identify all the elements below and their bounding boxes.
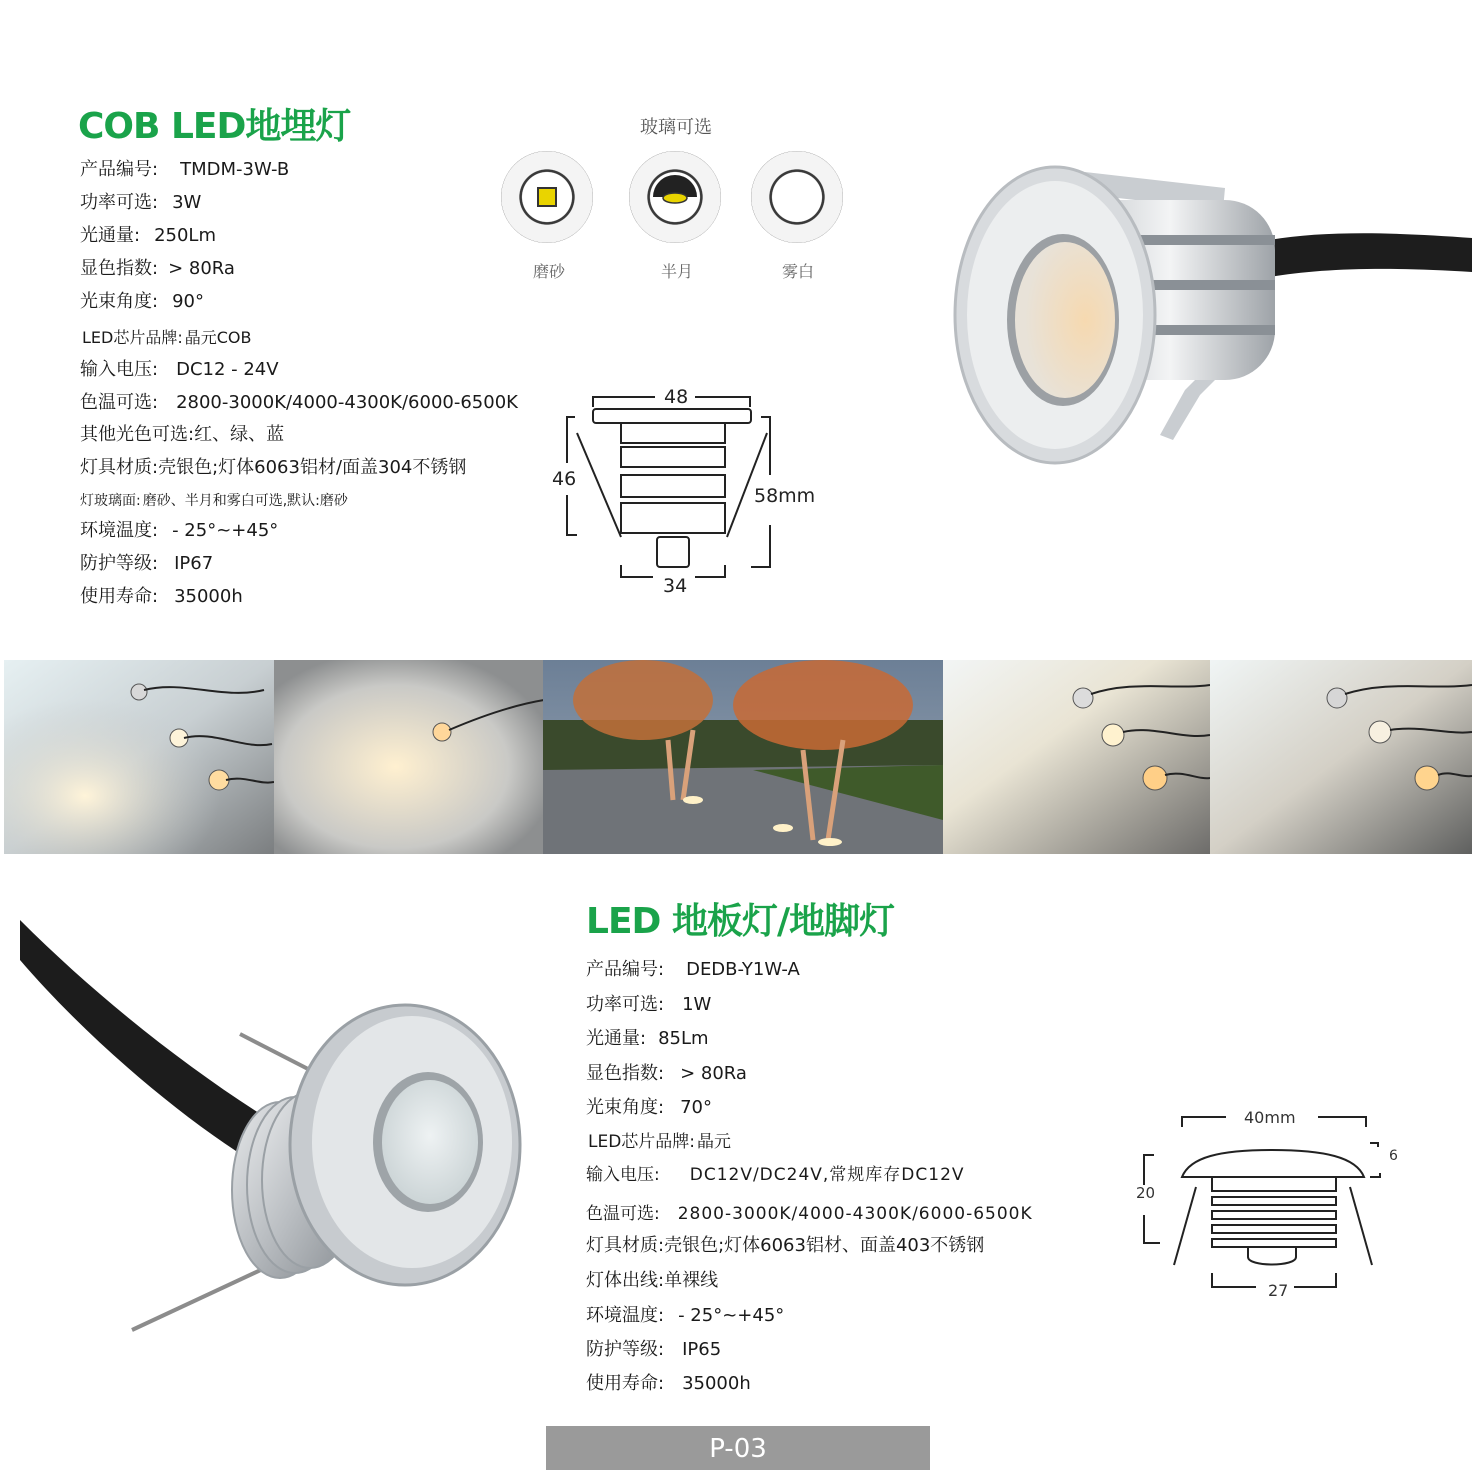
banner-photo-2 [274, 660, 544, 854]
p2-spec-row: 灯体出线:单裸线 [586, 1270, 719, 1291]
banner-photo-4 [943, 660, 1210, 854]
dim-width-bottom-2: 27 [1268, 1281, 1289, 1300]
dim-height-left: 46 [552, 468, 577, 490]
p2-spec-row: 色温可选: 2800-3000K/4000-4300K/6000-6500K [586, 1204, 1033, 1224]
dim-width-bottom: 34 [663, 575, 688, 597]
glass-label-frosted: 磨砂 [533, 262, 566, 281]
p1-spec-row: 环境温度: - 25°~+45° [80, 520, 279, 541]
p2-spec-row: 输入电压: DC12V/DC24V,常规库存DC12V [586, 1165, 965, 1185]
p1-spec-row: 显色指数: > 80Ra [80, 258, 235, 279]
p1-spec-row: LED芯片品牌: 晶元COB [82, 328, 252, 347]
p2-spec-row: LED芯片品牌: 晶元 [588, 1132, 732, 1152]
p1-spec-row: 光束角度: 90° [80, 291, 204, 312]
p2-spec-row: 产品编号: DEDB-Y1W-A [586, 959, 800, 980]
glass-options-title: 玻璃可选 [640, 117, 712, 138]
dim-cap-height: 6 [1389, 1148, 1398, 1164]
product2-photo [20, 920, 540, 1340]
half-moon-glass-icon [629, 151, 721, 243]
dim-height-left-2: 20 [1136, 1184, 1156, 1202]
p1-spec-row: 功率可选: 3W [80, 192, 202, 213]
p2-spec-row: 使用寿命: 35000h [586, 1373, 751, 1394]
glass-label-mist: 雾白 [782, 262, 815, 281]
p2-spec-row: 显色指数: > 80Ra [586, 1063, 747, 1084]
frosted-glass-icon [501, 151, 593, 243]
p1-spec-row: 灯玻璃面: 磨砂、半月和雾白可选,默认:磨砂 [80, 493, 348, 509]
product1-title: COB LED地埋灯 [78, 106, 351, 147]
p2-spec-row: 光通量: 85Lm [586, 1028, 709, 1049]
p1-spec-row: 防护等级: IP67 [80, 553, 214, 574]
dim-width-top: 48 [664, 386, 689, 408]
product1-photo [945, 160, 1472, 470]
product2-title: LED 地板灯/地脚灯 [586, 901, 895, 942]
p2-spec-row: 防护等级: IP65 [586, 1339, 722, 1360]
dim-width-top-2: 40mm [1244, 1108, 1296, 1127]
p1-spec-row: 其他光色可选:红、绿、蓝 [80, 424, 285, 445]
banner-photo-5 [1210, 660, 1472, 854]
banner-photo-1 [4, 660, 274, 854]
page-number: P-03 [546, 1426, 930, 1470]
p2-spec-row: 光束角度: 70° [586, 1097, 712, 1118]
p2-spec-row: 灯具材质:壳银色;灯体6063铝材、面盖403不锈钢 [586, 1235, 985, 1256]
p1-spec-row: 色温可选: 2800-3000K/4000-4300K/6000-6500K [80, 392, 518, 413]
p1-spec-row: 光通量: 250Lm [80, 225, 216, 246]
mist-white-glass-icon [751, 151, 843, 243]
p2-spec-row: 功率可选: 1W [586, 994, 712, 1015]
p2-spec-row: 环境温度: - 25°~+45° [586, 1305, 785, 1326]
p1-spec-row: 产品编号: TMDM-3W-B [80, 159, 290, 180]
dim-height-right: 58mm [754, 485, 816, 507]
p1-spec-row: 输入电压: DC12 - 24V [80, 359, 279, 380]
p1-spec-row: 灯具材质:壳银色;灯体6063铝材/面盖304不锈钢 [80, 457, 467, 478]
banner-photo-garden [543, 660, 943, 854]
p1-spec-row: 使用寿命: 35000h [80, 586, 243, 607]
glass-label-halfmoon: 半月 [661, 262, 694, 281]
product2-dimension-drawing [1130, 1105, 1420, 1305]
